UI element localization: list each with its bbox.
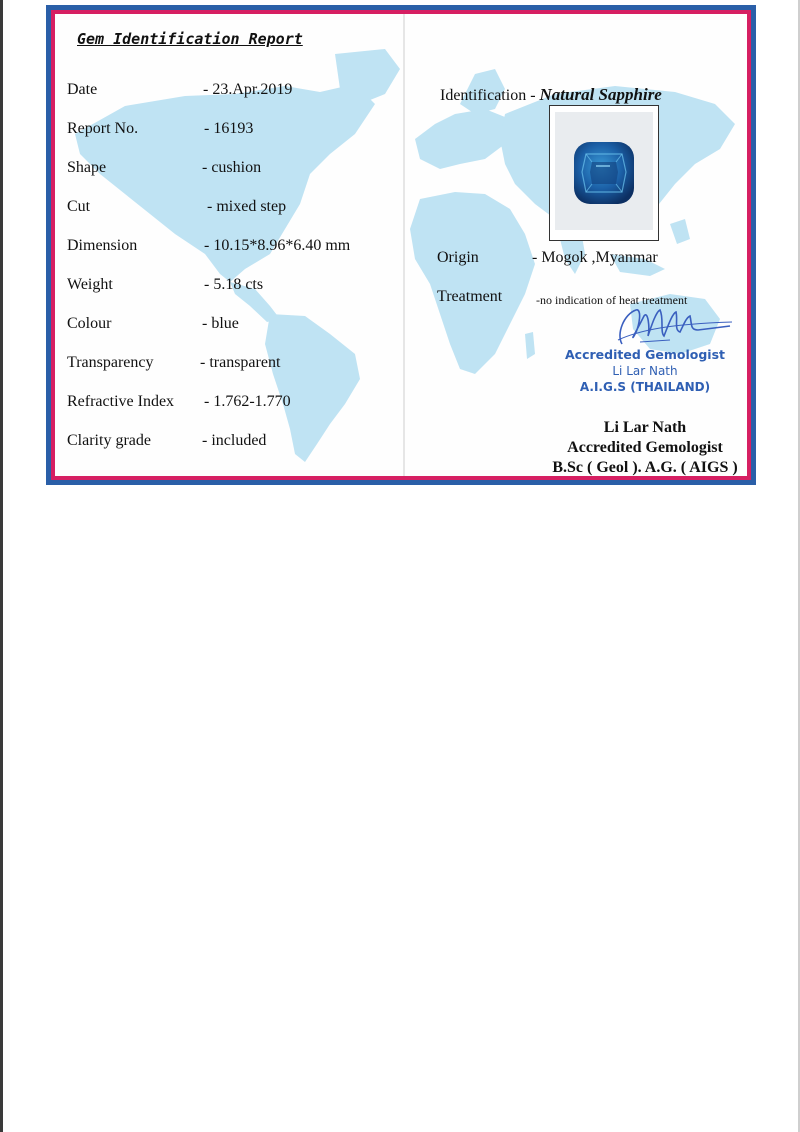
field-label: Report No. [67, 120, 139, 137]
card-content [55, 14, 747, 476]
field-value: - blue [202, 315, 239, 332]
field-value: - cushion [202, 159, 262, 176]
field-label: Cut [67, 198, 91, 215]
field-value: - mixed step [207, 198, 287, 215]
stamp-line-2: Li Lar Nath [612, 364, 678, 378]
gem-report-card [46, 5, 756, 485]
field-label: Transparency [67, 354, 154, 371]
identification-label: Identification - [440, 87, 536, 104]
field-label: Dimension [67, 237, 138, 254]
identification [440, 85, 662, 105]
identification-value: Natural Sapphire [539, 85, 662, 104]
report-title: Gem Identification Report [77, 30, 303, 48]
card-fold-line [403, 14, 405, 476]
field-value: - transparent [200, 354, 281, 371]
gemologist-stamp [560, 347, 730, 395]
signature-icon [610, 300, 735, 352]
field-label: Clarity grade [67, 432, 151, 449]
stamp-line-1: Accredited Gemologist [565, 347, 725, 362]
signature-name: Li Lar Nath [603, 419, 687, 436]
field-value: - 10.15*8.96*6.40 mm [204, 237, 351, 254]
page-edge-left [0, 0, 3, 1132]
field-value: - included [202, 432, 267, 449]
field-label: Date [67, 81, 98, 98]
field-label: Weight [67, 276, 113, 293]
signature-title: Accredited Gemologist [567, 439, 723, 456]
sapphire-gem-icon [572, 140, 636, 206]
field-label: Shape [67, 159, 107, 176]
origin-label: Origin [437, 249, 479, 266]
field-value: - 16193 [204, 120, 254, 137]
field-value: - 5.18 cts [204, 276, 264, 293]
signature-block [540, 418, 747, 476]
signature-credentials: B.Sc ( Geol ). A.G. ( AIGS ) [552, 459, 738, 476]
field-label: Colour [67, 315, 112, 332]
treatment-label: Treatment [437, 288, 503, 305]
origin-value: - Mogok ,Myanmar [532, 249, 658, 266]
treatment-value: -no indication of heat treatment [536, 293, 688, 307]
field-label: Refractive Index [67, 393, 175, 410]
field-value: - 23.Apr.2019 [203, 81, 293, 98]
gem-photo [549, 105, 659, 241]
field-value: - 1.762-1.770 [204, 393, 291, 410]
stamp-line-3: A.I.G.S (THAILAND) [579, 380, 711, 394]
